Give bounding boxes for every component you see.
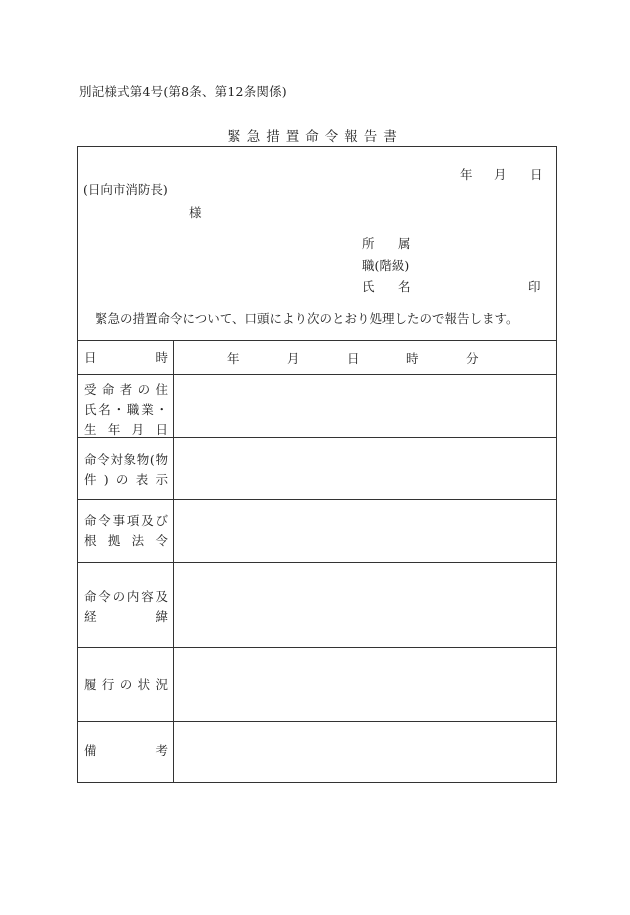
report-statement: 緊急の措置命令について、口頭により次のとおり処理したので報告します。: [95, 311, 519, 326]
label-line: 件)の表示: [84, 472, 168, 487]
row-divider: [78, 721, 556, 722]
date-year-label: 年: [460, 167, 473, 182]
datetime-minute: 分: [466, 351, 479, 366]
row-label: [84, 511, 168, 551]
label-line: 根 拠 法 令: [84, 533, 168, 548]
label-column-divider: [173, 340, 174, 782]
label-line: 受命者の住: [84, 382, 168, 397]
label-line: 命令対象物(物: [84, 452, 168, 467]
label-line: 生 年 月 日: [84, 422, 168, 437]
affiliation-label-2: 属: [398, 236, 411, 251]
row-label: [84, 741, 168, 761]
date-month-label: 月: [494, 167, 507, 182]
datetime-month: 月: [287, 351, 300, 366]
row-divider: [78, 647, 556, 648]
form-title: 緊急措置命令報告書: [227, 129, 403, 145]
report-form-frame: [77, 146, 557, 783]
row-label: [84, 587, 168, 627]
row-label: [84, 380, 168, 440]
row-divider: [78, 499, 556, 500]
row-divider: [78, 437, 556, 438]
row-label: [84, 675, 168, 695]
rank-label: 職(階級): [362, 258, 410, 273]
date-day-label: 日: [530, 167, 543, 182]
name-label-1: 氏: [362, 279, 375, 294]
label-line: 履行の状況: [84, 677, 168, 692]
label-line: 命令事項及び: [84, 513, 168, 528]
table-top-line: [78, 340, 556, 341]
label-line: 経 緯: [84, 609, 168, 624]
label-line: 氏名・職業・: [84, 402, 168, 417]
label-line: 日 時: [84, 350, 168, 365]
addressee-label: (日向市消防長): [83, 182, 168, 197]
honorific-label: 様: [189, 205, 202, 220]
datetime-day: 日: [347, 351, 360, 366]
row-divider: [78, 562, 556, 563]
row-divider: [78, 374, 556, 375]
label-line: 命令の内容及: [84, 589, 168, 604]
row-label: [84, 348, 168, 368]
name-label-2: 名: [398, 279, 411, 294]
seal-mark: 印: [528, 279, 541, 294]
form-reference: 別記様式第4号(第8条、第12条関係): [79, 84, 287, 99]
label-line: 備 考: [84, 743, 168, 758]
affiliation-label-1: 所: [362, 236, 375, 251]
datetime-year: 年: [227, 351, 240, 366]
row-label: [84, 450, 168, 490]
datetime-hour: 時: [406, 351, 419, 366]
